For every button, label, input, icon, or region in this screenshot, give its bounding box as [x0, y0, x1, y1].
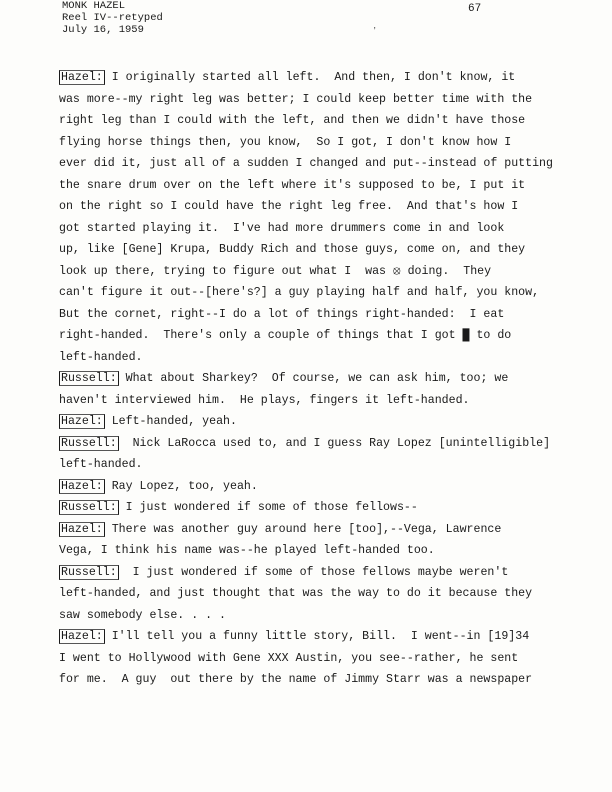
line-text: up, like [Gene] Krupa, Buddy Rich and those guys, come on, and they	[59, 243, 526, 256]
transcript-line	[59, 454, 599, 476]
line-text: Vega, I think his name was--he played left-handed too.	[59, 544, 435, 557]
line-text: left-handed.	[59, 458, 143, 471]
transcript-line	[59, 497, 599, 519]
transcript-line	[59, 153, 599, 175]
line-text: right leg than I could with the left, and then we didn't have those	[59, 114, 526, 127]
line-text: Left-handed, yeah.	[104, 415, 237, 428]
speaker-label: Hazel:	[61, 415, 103, 428]
page-number: 67	[468, 3, 482, 15]
transcript-line	[59, 282, 599, 304]
transcript-line	[59, 304, 599, 326]
transcript-line	[59, 583, 599, 605]
transcript-line	[59, 411, 599, 433]
speaker-label: Hazel:	[61, 522, 103, 536]
speaker-label: Russell:	[61, 436, 117, 450]
transcript-line	[59, 476, 599, 498]
transcript-line	[59, 175, 599, 197]
transcript-line	[59, 562, 599, 584]
speaker-label: Hazel:	[61, 71, 103, 84]
transcript-line	[59, 218, 599, 240]
transcript-line	[59, 132, 599, 154]
speaker-label: Hazel:	[61, 479, 103, 493]
line-text: can't figure it out--[here's?] a guy playing half and half, you know,	[59, 286, 540, 299]
line-text: I went to Hollywood with Gene XXX Austin, you see--rather, he sent	[59, 651, 519, 665]
transcript-line	[59, 648, 599, 670]
transcript-line	[59, 540, 599, 562]
transcript-line	[59, 433, 599, 455]
transcript-line	[59, 196, 599, 218]
line-text: got started playing it. I've had more drummers come in and look	[59, 221, 505, 235]
line-text: on the right so I could have the right leg free. And that's how I	[59, 200, 519, 213]
header-name: MONK HAZEL	[62, 0, 126, 12]
transcript-line	[59, 325, 599, 347]
transcript-line	[59, 519, 599, 541]
speaker-label: Russell:	[61, 372, 117, 385]
speaker-label: Russell:	[61, 501, 117, 514]
header-date: July 16, 1959	[62, 24, 144, 36]
transcript-body	[59, 67, 599, 691]
transcript-line	[59, 669, 599, 691]
line-text: left-handed.	[59, 350, 143, 364]
speaker-label: Hazel:	[61, 630, 103, 643]
line-text: Nick LaRocca used to, and I guess Ray Lopez [unintelligible]	[118, 436, 551, 450]
transcript-line	[59, 261, 599, 283]
transcript-line	[59, 110, 599, 132]
transcript-line	[59, 239, 599, 261]
line-text: There was another guy around here [too],--Vega, Lawrence	[104, 522, 502, 536]
line-text: saw somebody else. . . .	[59, 608, 226, 622]
line-text: ever did it, just all of a sudden I changed and put--instead of putting	[59, 157, 553, 170]
line-text: I'll tell you a funny little story, Bill. I went--in [19]34	[104, 630, 530, 643]
line-text: haven't interviewed him. He plays, fingers it left-handed.	[59, 393, 470, 407]
transcript-line	[59, 89, 599, 111]
line-text: flying horse things then, you know, So I got, I don't know how I	[59, 135, 512, 149]
speaker-label: Russell:	[61, 565, 117, 579]
line-text: I originally started all left. And then, I don't know, it	[104, 71, 516, 84]
line-text: left-handed, and just thought that was the way to do it because they	[59, 587, 533, 600]
line-text: What about Sharkey? Of course, we can ask him, too; we	[118, 372, 509, 385]
line-text: look up there, trying to figure out what I was ⦻ doing. They	[59, 264, 492, 278]
line-text: was more--my right leg was better; I could keep better time with the	[59, 92, 533, 106]
transcript-line	[59, 347, 599, 369]
header-reel: Reel IV--retyped	[62, 12, 163, 24]
line-text: the snare drum over on the left where it's supposed to be, I put it	[59, 178, 526, 192]
line-text: Ray Lopez, too, yeah.	[104, 479, 258, 493]
line-text: I just wondered if some of those fellows maybe weren't	[118, 565, 509, 579]
ink-mark: ʼ	[372, 27, 378, 37]
transcript-line	[59, 605, 599, 627]
line-text: I just wondered if some of those fellows--	[118, 501, 418, 514]
transcript-line	[59, 626, 599, 648]
transcript-line	[59, 67, 599, 89]
line-text: right-handed. There's only a couple of things that I got █ to do	[59, 329, 512, 342]
line-text: But the cornet, right--I do a lot of things right-handed: I eat	[59, 307, 505, 321]
line-text: for me. A guy out there by the name of Jimmy Starr was a newspaper	[59, 673, 533, 686]
transcript-line	[59, 390, 599, 412]
transcript-line	[59, 368, 599, 390]
document-header	[62, 0, 163, 36]
